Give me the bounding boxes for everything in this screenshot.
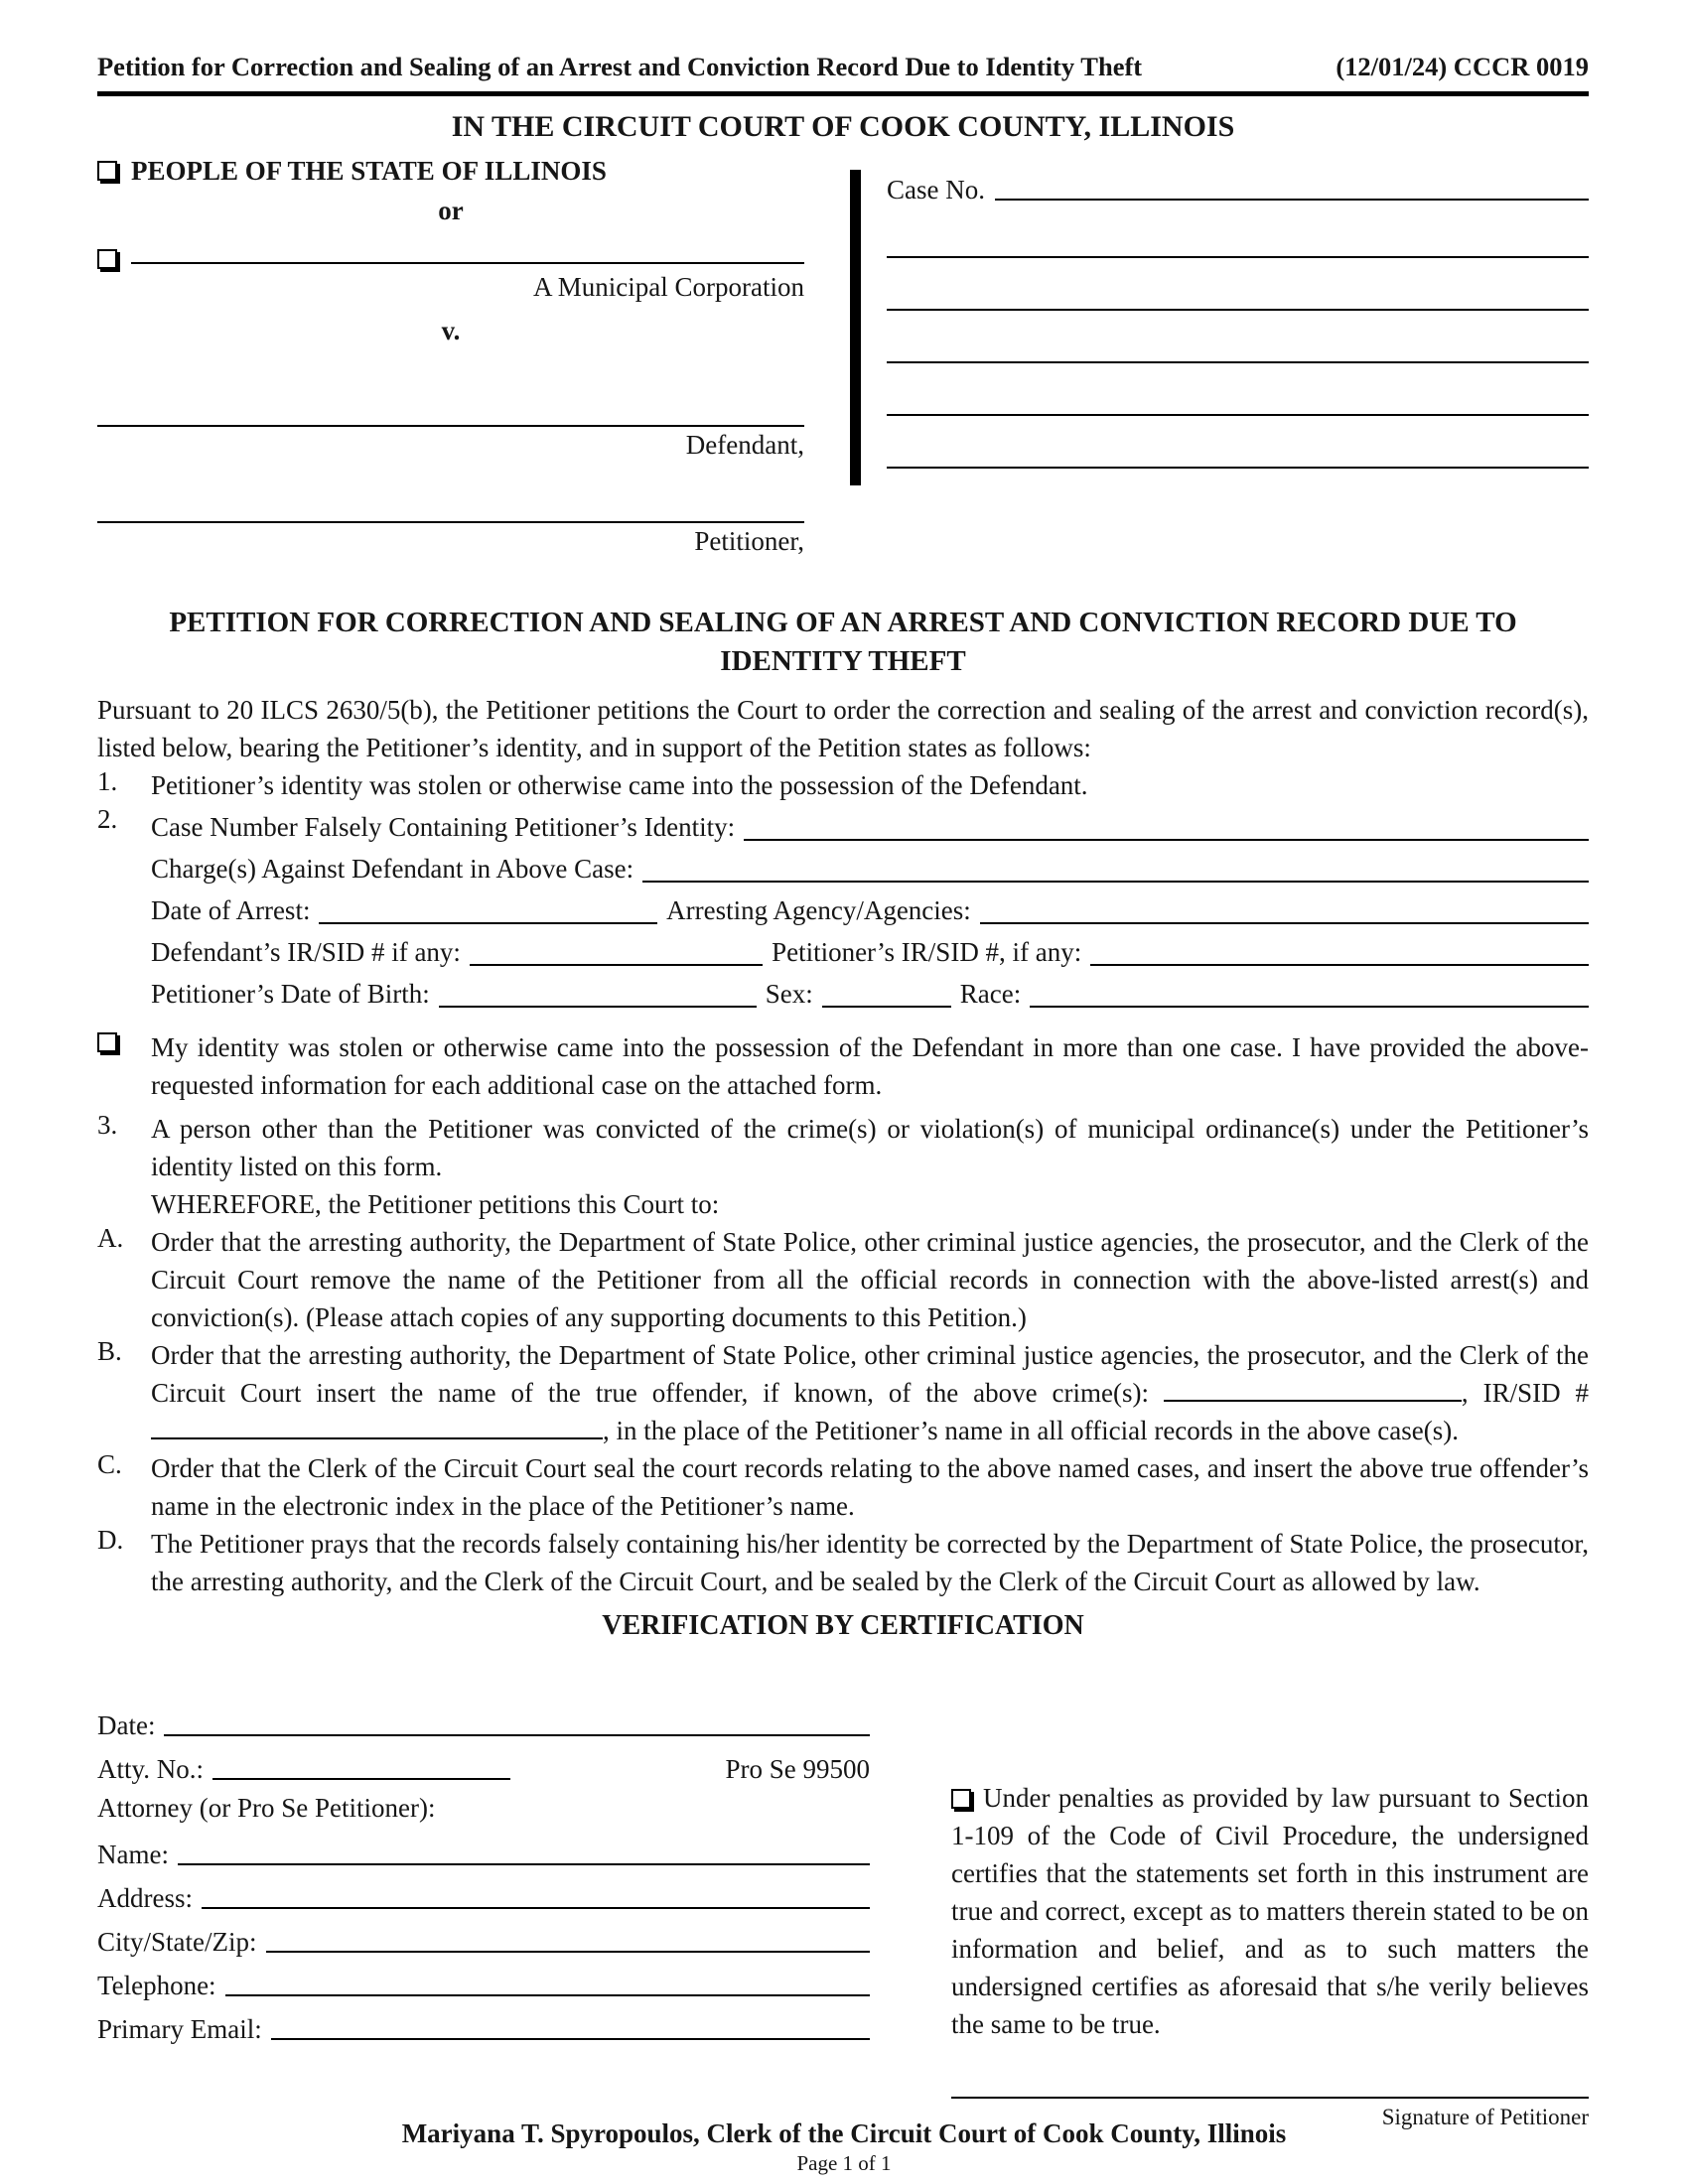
- item-2-fields: [151, 804, 1589, 1013]
- pro-se-text: Pro Se 99500: [725, 1754, 870, 1784]
- item-D-text: The Petitioner prays that the records falsely containing his/her identity be corrected by the Department of State Police, the prosecutor, the arresting authority, and the Clerk of the Circuit Court, and be sealed by the Clerk of the Circuit Court as allowed by law.: [151, 1529, 1589, 1596]
- form-code: (12/01/24) CCCR 0019: [1336, 52, 1589, 81]
- date-label: Date:: [97, 1710, 156, 1740]
- item-3-number: 3.: [97, 1110, 118, 1140]
- petition-item-1: [97, 766, 1589, 804]
- people-checkbox[interactable]: [97, 161, 117, 181]
- item-C-text: Order that the Clerk of the Circuit Court seal the court records relating to the above named cases, and insert the above true offender’s name in the electronic index in the place of the Petitioner’s name.: [151, 1453, 1589, 1521]
- petitioner-irsid-label: Petitioner’s IR/SID #, if any:: [772, 937, 1082, 967]
- case-no-input[interactable]: [995, 199, 1589, 201]
- caption-divider-bar: [850, 170, 861, 485]
- address-label: Address:: [97, 1883, 193, 1913]
- item-1-text: Petitioner’s identity was stolen or otherwise came into the possession of the Defendant.: [151, 770, 1088, 800]
- item-D-letter: D.: [97, 1525, 124, 1555]
- name-row: [97, 1827, 870, 1870]
- email-label: Primary Email:: [97, 2014, 262, 2044]
- dob-input[interactable]: [439, 1006, 757, 1008]
- certification-text: Under penalties as provided by law pursuant to Section 1-109 of the Code of Civil Procedure, the undersigned certifies that the statements set forth in this instrument are true and correct, except as to matters therein stated to be on information and belief, and as to such matters the undersigned certifies as aforesaid that s/he verily believes the same to be true.: [951, 1783, 1589, 2039]
- item-2-number: 2.: [97, 804, 118, 834]
- arresting-agency-input[interactable]: [980, 922, 1589, 924]
- petition-item-C: [97, 1449, 1589, 1525]
- name-label: Name:: [97, 1840, 169, 1869]
- date-row: [97, 1698, 870, 1741]
- telephone-input[interactable]: [225, 1994, 870, 1996]
- municipal-label: A Municipal Corporation: [533, 272, 804, 302]
- item-B-text-3: , in the place of the Petitioner’s name in all official records in the above case(s).: [603, 1416, 1459, 1445]
- date-of-arrest-input[interactable]: [319, 922, 657, 924]
- page-footer: [0, 2118, 1688, 2176]
- petition-intro: Pursuant to 20 ILCS 2630/5(b), the Petitioner petitions the Court to order the correction and sealing of the arrest and conviction record(s), listed below, bearing the Petitioner’s identity, and in support of the Petition states as follows:: [97, 695, 1589, 762]
- case-no-line-3[interactable]: [887, 309, 1589, 311]
- attorney-info-block: [97, 1698, 870, 2130]
- wherefore-text: WHEREFORE, the Petitioner petitions this Court to:: [151, 1189, 720, 1219]
- certification-paragraph: [951, 1779, 1589, 2043]
- petitioner-irsid-input[interactable]: [1090, 964, 1589, 966]
- municipal-row: [97, 229, 804, 269]
- dob-label: Petitioner’s Date of Birth:: [151, 979, 430, 1009]
- charges-input[interactable]: [642, 881, 1589, 883]
- municipal-checkbox[interactable]: [97, 249, 117, 269]
- address-input[interactable]: [202, 1907, 870, 1909]
- multi-case-text: My identity was stolen or otherwise came into the possession of the Defendant in more than one case. I have provided the above-requested information for each additional case on the attached form.: [151, 1032, 1589, 1100]
- signature-label: Signature of Petitioner: [1381, 2105, 1589, 2129]
- case-number-input[interactable]: [744, 839, 1589, 841]
- race-input[interactable]: [1030, 1006, 1589, 1008]
- date-of-arrest-label: Date of Arrest:: [151, 895, 311, 925]
- verification-heading: VERIFICATION BY CERTIFICATION: [602, 1610, 1084, 1641]
- defendant-label: Defendant,: [685, 430, 804, 460]
- name-input[interactable]: [178, 1863, 870, 1865]
- versus-label: v.: [441, 316, 461, 345]
- item-3-body: [151, 1110, 1589, 1223]
- item-B-comma: ,: [1461, 1378, 1469, 1408]
- signature-input[interactable]: [951, 2043, 1589, 2099]
- defendant-irsid-label: Defendant’s IR/SID # if any:: [151, 937, 461, 967]
- case-no-line-5[interactable]: [887, 414, 1589, 416]
- item-B-body: [151, 1336, 1589, 1449]
- true-offender-irsid-input[interactable]: [151, 1437, 603, 1439]
- dob-row: [151, 971, 1589, 1013]
- people-row: [97, 154, 804, 188]
- city-state-zip-input[interactable]: [266, 1951, 871, 1953]
- header-divider: [97, 91, 1589, 96]
- item-B-letter: B.: [97, 1336, 122, 1366]
- defendant-irsid-input[interactable]: [470, 964, 763, 966]
- caption-parties: [97, 154, 804, 558]
- defendant-name-input[interactable]: [97, 425, 804, 427]
- caption-case-number: [887, 154, 1589, 558]
- item-B-text-2: IR/SID #: [1482, 1378, 1590, 1408]
- petition-item-A: [97, 1223, 1589, 1336]
- address-row: [97, 1870, 870, 1914]
- sex-label: Sex:: [765, 979, 813, 1009]
- people-label: PEOPLE OF THE STATE OF ILLINOIS: [131, 156, 607, 186]
- attorney-label: Attorney (or Pro Se Petitioner):: [97, 1793, 436, 1823]
- case-caption: [97, 154, 1589, 558]
- item-3-text: A person other than the Petitioner was convicted of the crime(s) or violation(s) of municipal ordinance(s) under the Petitioner’s identity listed on this form.: [151, 1114, 1589, 1181]
- petition-heading: PETITION FOR CORRECTION AND SEALING OF AN ARREST AND CONVICTION RECORD DUE TO IDENTITY THEFT: [169, 607, 1517, 677]
- case-no-line-2[interactable]: [887, 256, 1589, 258]
- certification-block: [951, 1698, 1589, 2130]
- arresting-agency-label: Arresting Agency/Agencies:: [666, 895, 971, 925]
- date-input[interactable]: [164, 1734, 870, 1736]
- charges-row: [151, 846, 1589, 887]
- item-1-number: 1.: [97, 766, 118, 796]
- atty-no-input[interactable]: [212, 1778, 510, 1780]
- multi-case-checkbox[interactable]: [97, 1032, 117, 1052]
- atty-no-row: [97, 1741, 870, 1785]
- case-number-label: Case Number Falsely Containing Petitioner’s Identity:: [151, 812, 736, 842]
- irsid-row: [151, 929, 1589, 971]
- item-C-letter: C.: [97, 1449, 122, 1479]
- true-offender-name-input[interactable]: [1164, 1400, 1462, 1402]
- petitioner-label: Petitioner,: [694, 526, 804, 556]
- item-A-letter: A.: [97, 1223, 124, 1253]
- city-state-zip-label: City/State/Zip:: [97, 1927, 257, 1957]
- email-input[interactable]: [271, 2038, 870, 2040]
- clerk-name-line: Mariyana T. Spyropoulos, Clerk of the Circuit Court of Cook County, Illinois: [401, 2118, 1287, 2148]
- atty-no-label: Atty. No.:: [97, 1754, 204, 1784]
- multi-case-item: [97, 1028, 1589, 1104]
- verification-section: [97, 1698, 1589, 2130]
- email-row: [97, 2001, 870, 2045]
- arrest-row: [151, 887, 1589, 929]
- form-header-title: Petition for Correction and Sealing of an Arrest and Conviction Record Due to Identity Theft: [97, 52, 1143, 81]
- multi-case-marker: [97, 1028, 151, 1104]
- case-no-line-4[interactable]: [887, 361, 1589, 363]
- telephone-label: Telephone:: [97, 1971, 216, 2000]
- case-no-line-6[interactable]: [887, 467, 1589, 469]
- municipal-name-input[interactable]: [131, 262, 804, 264]
- case-number-row: [151, 804, 1589, 846]
- sex-input[interactable]: [822, 1006, 951, 1008]
- certification-checkbox[interactable]: [951, 1789, 971, 1809]
- petitioner-name-input[interactable]: [97, 521, 804, 523]
- form-header: [97, 52, 1589, 82]
- case-no-row: [887, 166, 1589, 205]
- page-number: Page 1 of 1: [796, 2151, 892, 2175]
- case-no-label: Case No.: [887, 175, 985, 205]
- petition-item-B: [97, 1336, 1589, 1449]
- petition-item-2: [97, 804, 1589, 1013]
- race-label: Race:: [959, 979, 1022, 1009]
- court-title: IN THE CIRCUIT COURT OF COOK COUNTY, ILLINOIS: [451, 110, 1235, 143]
- city-state-zip-row: [97, 1914, 870, 1958]
- petition-item-D: [97, 1525, 1589, 1600]
- or-label: or: [438, 196, 464, 225]
- telephone-row: [97, 1958, 870, 2001]
- item-A-text: Order that the arresting authority, the Department of State Police, other criminal justice agencies, the prosecutor, and the Clerk of the Circuit Court remove the name of the Petitioner from all the official records in connection with the above-listed arrest(s) and conviction(s). (Please attach copies of any supporting documents to this Petition.): [151, 1227, 1589, 1332]
- item-B-text-1: Order that the arresting authority, the Department of State Police, other criminal justice agencies, the prosecutor, and the Clerk of the Circuit Court insert the name of the true offender, if known, of the above crime(s):: [151, 1340, 1589, 1408]
- petition-item-3: [97, 1110, 1589, 1223]
- charges-label: Charge(s) Against Defendant in Above Case:: [151, 854, 634, 884]
